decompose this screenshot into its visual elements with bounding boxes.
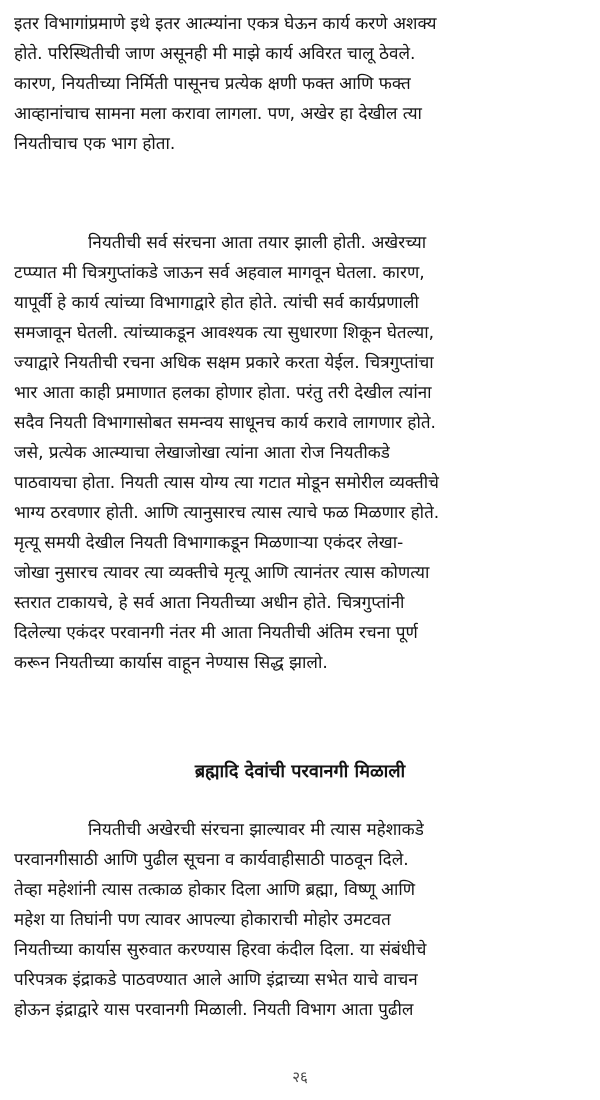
text-line: जसे, प्रत्येक आत्म्याचा लेखाजोखा त्यांना आता रोज नियतीकडे [14,443,390,463]
text-line: जोखा नुसारच त्यावर त्या व्यक्तीचे मृत्यू आणि त्यानंतर त्यास कोणत्या [14,563,430,583]
section-heading: ब्रह्मादि देवांची परवानगी मिळाली [194,761,406,782]
text-line: करून नियतीच्या कार्यास वाहून नेण्यास सिद्ध झालो. [14,653,328,673]
text-line: भाग्य ठरवणार होती. आणि त्यानुसारच त्यास त्याचे फळ मिळणार होते. [14,503,440,523]
text-line: आव्हानांचाच सामना मला करावा लागला. पण, अखेर हा देखील त्या [14,104,422,124]
text-line: महेश या तिघांनी पण त्यावर आपल्या होकाराची मोहोर उमटवत [14,910,391,930]
text-line: पाठवायचा होता. नियती त्यास योग्य त्या गटात मोडून समोरील व्यक्तीचे [14,473,439,493]
text-line: होते. परिस्थितीची जाण असूनही मी माझे कार्य अविरत चालू ठेवले. [14,44,416,64]
text-line: इतर विभागांप्रमाणे इथे इतर आत्म्यांना एकत्र घेऊन कार्य करणे अशक्य [14,14,437,34]
text-line: टप्प्यात मी चित्रगुप्तांकडे जाऊन सर्व अहवाल मागवून घेतला. कारण, [14,263,425,283]
text-line: नियतीची सर्व संरचना आता तयार झाली होती. अखेरच्या [88,233,427,253]
text-line: नियतीची अखेरची संरचना झाल्यावर मी त्यास महेशाकडे [88,820,424,840]
text-line: कारण, नियतीच्या निर्मिती पासूनच प्रत्येक क्षणी फक्त आणि फक्त [14,74,411,94]
text-line: नियतीच्या कार्यास सुरुवात करण्यास हिरवा कंदील दिला. या संबंधीचे [14,940,427,960]
paragraph [14,815,580,1025]
text-line: दिलेल्या एकंदर परवानगी नंतर मी आता नियतीची अंतिम रचना पूर्ण [14,623,418,643]
text-line: समजावून घेतली. त्यांच्याकडून आवश्यक त्या सुधारणा शिकून घेतल्या, [14,323,435,343]
text-line: यापूर्वी हे कार्य त्यांच्या विभागाद्वारे होत होते. त्यांची सर्व कार्यप्रणाली [14,293,419,313]
text-line: तेव्हा महेशांनी त्यास तत्काळ होकार दिला आणि ब्रह्मा, विष्णू आणि [14,880,416,900]
text-line: होऊन इंद्राद्वारे यास परवानगी मिळाली. नियती विभाग आता पुढील [14,1000,414,1020]
text-line: ज्याद्वारे नियतीची रचना अधिक सक्षम प्रकारे करता येईल. चित्रगुप्तांचा [14,353,434,373]
text-line: परवानगीसाठी आणि पुढील सूचना व कार्यवाहीसाठी पाठवून दिले. [14,850,409,870]
page-number: २६ [292,1068,308,1086]
text-line: भार आता काही प्रमाणात हलका होणार होता. परंतु तरी देखील त्यांना [14,383,432,403]
text-line: सदैव नियती विभागासोबत समन्वय साधूनच कार्य करावे लागणार होते. [14,413,436,433]
text-line: नियतीचाच एक भाग होता. [14,134,176,154]
text-line: मृत्यू समयी देखील नियती विभागाकडून मिळणाऱ्या एकंदर लेखा- [14,533,404,553]
text-line: स्तरात टाकायचे, हे सर्व आता नियतीच्या अधीन होते. चित्रगुप्तांनी [14,593,405,613]
paragraph [14,9,580,159]
paragraph [14,228,580,678]
text-line: परिपत्रक इंद्राकडे पाठवण्यात आले आणि इंद्राच्या सभेत याचे वाचन [14,970,418,990]
